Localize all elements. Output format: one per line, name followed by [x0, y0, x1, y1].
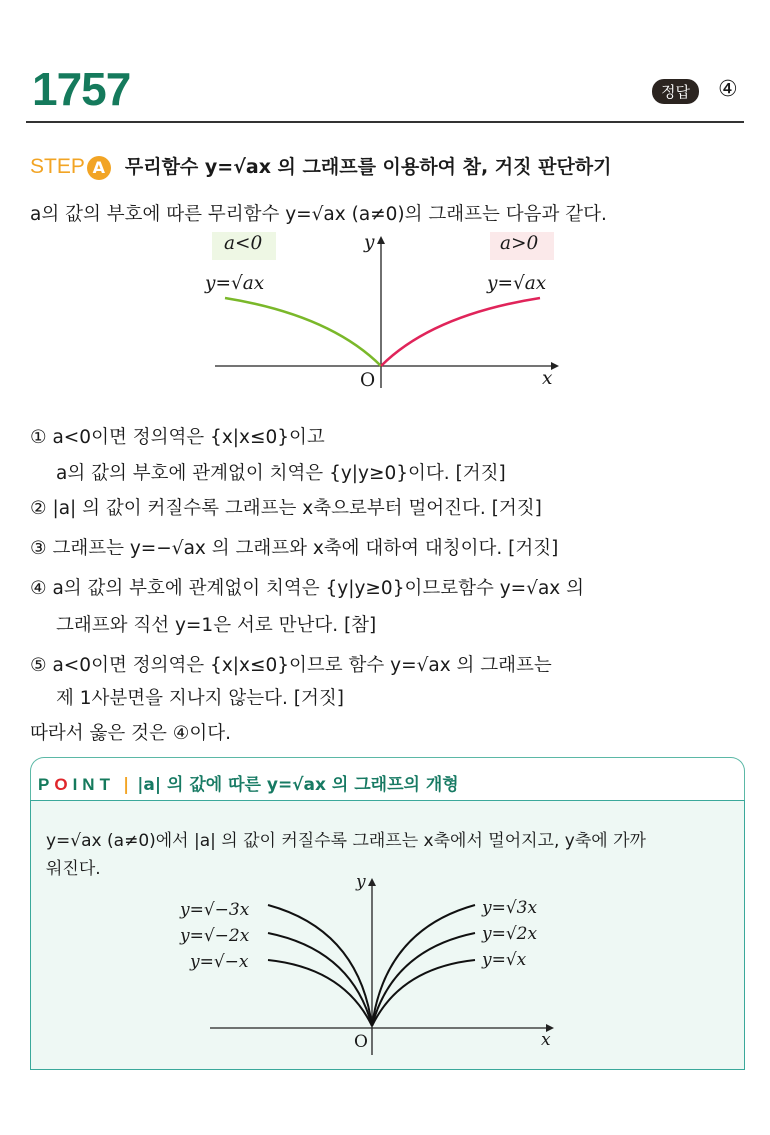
intro-text: a의 값의 부호에 따른 무리함수 y=√ax (a≠0)의 그래프는 다음과 같다. — [30, 204, 607, 225]
right-eq: y=√ax — [487, 273, 547, 294]
item-4-cont: 그래프와 직선 y=1은 서로 만난다. [참] — [56, 615, 377, 636]
label-neg-x: y=√−x — [190, 952, 249, 972]
left-label: a<0 — [224, 233, 263, 254]
origin-label-2: O — [354, 1032, 368, 1052]
y-arrow-icon-2 — [368, 878, 376, 886]
curve-sqrt-x — [372, 960, 475, 1026]
problem-number: 1757 — [32, 63, 131, 115]
y-axis-label: y — [364, 232, 375, 253]
label-2x: y=√2x — [482, 924, 538, 944]
label-neg-2x: y=√−2x — [180, 926, 250, 946]
point-label-p: P — [38, 775, 55, 794]
label-x: y=√x — [482, 950, 527, 970]
y-axis-label-2: y — [356, 872, 366, 892]
item-3: ③ 그래프는 y=−√ax 의 그래프와 x축에 대하여 대칭이다. [거짓] — [30, 538, 559, 559]
right-label: a>0 — [500, 233, 539, 254]
left-eq: y=√ax — [205, 273, 265, 294]
label-3x: y=√3x — [482, 898, 538, 918]
point-title: |a| 의 값에 따른 y=√ax 의 그래프의 개형 — [137, 775, 459, 795]
step-title: 무리함수 y=√ax 의 그래프를 이용하여 참, 거짓 판단하기 — [124, 156, 612, 178]
point-line-1: y=√ax (a≠0)에서 |a| 의 값이 커질수록 그래프는 x축에서 멀어지고, y축에 가까 — [46, 831, 646, 851]
answer-badge: 정답 — [652, 79, 699, 104]
point-line-2: 워진다. — [46, 859, 101, 879]
label-neg-3x: y=√−3x — [180, 900, 250, 920]
item-4: ④ a의 값의 부호에 관계없이 치역은 {y|y≥0}이므로함수 y=√ax 의 — [30, 578, 584, 599]
item-1-cont: a의 값의 부호에 관계없이 치역은 {y|y≥0}이다. [거짓] — [56, 463, 506, 484]
curve-sqrt-neg-3x — [268, 905, 372, 1026]
item-5-cont: 제 1사분면을 지나지 않는다. [거짓] — [56, 688, 344, 709]
x-axis-label-2: x — [541, 1030, 551, 1050]
conclusion: 따라서 옳은 것은 ④이다. — [30, 723, 231, 744]
step-badge: A — [87, 156, 111, 180]
item-2: ② |a| 의 값이 커질수록 그래프는 x축으로부터 멀어진다. [거짓] — [30, 498, 542, 519]
item-1: ① a<0이면 정의역은 {x|x≤0}이고 — [30, 427, 325, 448]
point-label-rest: INT — [72, 775, 115, 794]
x-axis-label: x — [542, 368, 553, 389]
answer-value: ④ — [718, 77, 738, 102]
curve-sqrt-3x — [372, 905, 475, 1026]
item-5: ⑤ a<0이면 정의역은 {x|x≤0}이므로 함수 y=√ax 의 그래프는 — [30, 655, 552, 676]
curve-sqrt-2x — [372, 933, 475, 1026]
point-label-o: O — [54, 775, 73, 794]
origin-label: O — [360, 370, 376, 391]
curve-sqrt-neg-x — [268, 960, 372, 1026]
point-heading: POINT | |a| 의 값에 따른 y=√ax 의 그래프의 개형 — [38, 775, 459, 795]
step-label: STEP — [30, 155, 85, 178]
curve-sqrt-neg-2x — [268, 933, 372, 1026]
